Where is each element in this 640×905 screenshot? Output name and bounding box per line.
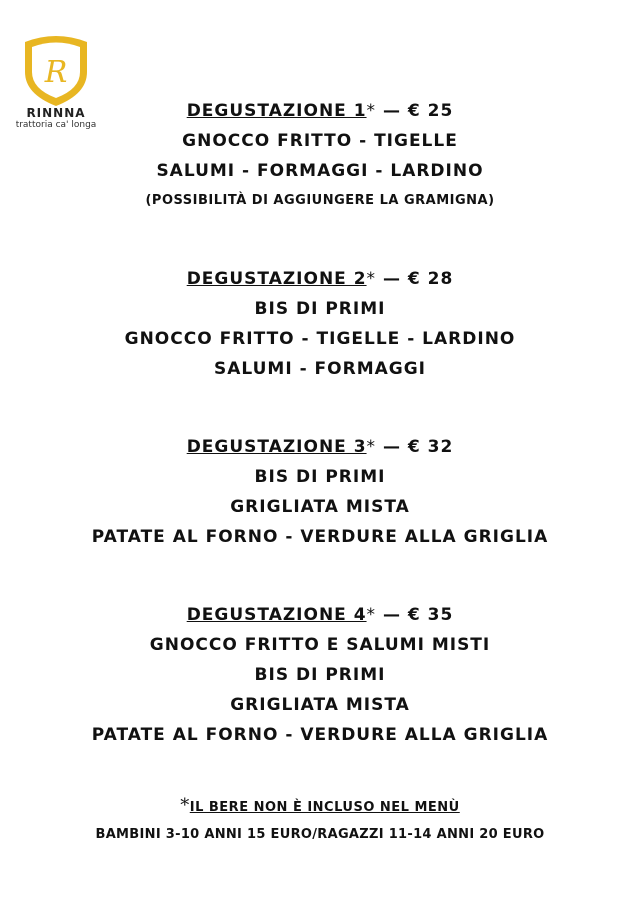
menu-line: PATATE AL FORNO - VERDURE ALLA GRIGLIA <box>91 725 549 745</box>
section-heading <box>0 264 640 294</box>
asterisk: * <box>366 101 377 121</box>
tasting-menu <box>0 96 640 750</box>
menu-line: GNOCCO FRITTO - TIGELLE - LARDINO <box>124 329 516 349</box>
section-title: DEGUSTAZIONE 3 <box>186 437 367 457</box>
menu-line: BIS DI PRIMI <box>254 467 386 487</box>
section-heading <box>0 432 640 462</box>
asterisk: * <box>366 437 377 457</box>
menu-line: GRIGLIATA MISTA <box>230 497 410 517</box>
menu-line: SALUMI - FORMAGGI <box>213 359 427 379</box>
asterisk: * <box>180 795 190 816</box>
section-price: — € 25 <box>376 101 454 121</box>
section-price: — € 32 <box>376 437 454 457</box>
section-price: — € 35 <box>376 605 454 625</box>
section-heading <box>0 96 640 126</box>
section-title: DEGUSTAZIONE 2 <box>186 269 367 289</box>
asterisk: * <box>366 605 377 625</box>
menu-line: GNOCCO FRITTO - TIGELLE <box>182 131 458 151</box>
footer-notes <box>0 792 640 848</box>
degustazione-2 <box>0 264 640 384</box>
menu-line: GNOCCO FRITTO E SALUMI MISTI <box>149 635 491 655</box>
logo-subtitle: trattoria ca' longa <box>15 120 97 130</box>
degustazione-3 <box>0 432 640 552</box>
menu-line: BIS DI PRIMI <box>254 299 386 319</box>
menu-note: (POSSIBILITÀ DI AGGIUNGERE LA GRAMIGNA) <box>145 193 495 208</box>
asterisk: * <box>366 269 377 289</box>
logo-name: RINNNA <box>26 106 86 120</box>
section-heading <box>0 600 640 630</box>
menu-line: PATATE AL FORNO - VERDURE ALLA GRIGLIA <box>91 527 549 547</box>
section-title: DEGUSTAZIONE 1 <box>186 101 367 121</box>
menu-line: SALUMI - FORMAGGI - LARDINO <box>156 161 484 181</box>
drinks-note-text: IL BERE NON È INCLUSO NEL MENÙ <box>189 800 460 815</box>
drinks-note <box>0 792 640 822</box>
logo-initial: R <box>44 55 68 90</box>
section-title: DEGUSTAZIONE 4 <box>186 605 367 625</box>
menu-line: BIS DI PRIMI <box>254 665 386 685</box>
section-price: — € 28 <box>376 269 454 289</box>
menu-line: GRIGLIATA MISTA <box>230 695 410 715</box>
degustazione-1 <box>0 96 640 216</box>
kids-pricing-note: BAMBINI 3-10 ANNI 15 EURO/RAGAZZI 11-14 ANNI 20 EURO <box>95 827 545 842</box>
degustazione-4 <box>0 600 640 750</box>
